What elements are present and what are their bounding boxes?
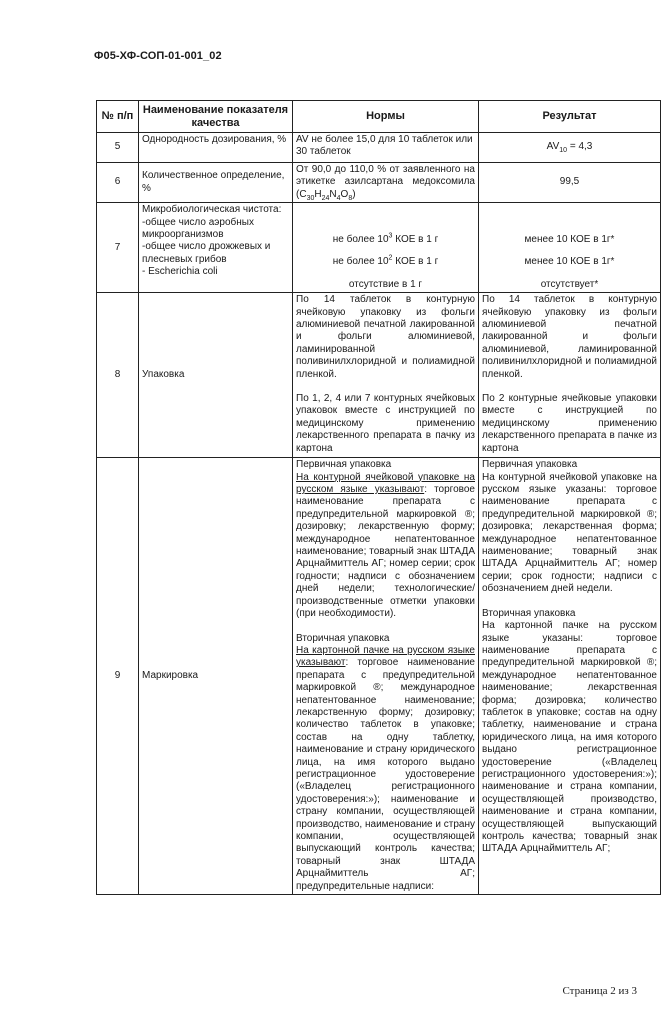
row-7-norm: не более $10^3$ КОЕ в 1 г не более $10^2$ КОЕ в 1 г отсутствие в 1 г <box>293 203 479 293</box>
table-row <box>97 163 661 203</box>
page-number: Страница 2 из 3 <box>562 985 637 997</box>
row-7-no: 7 <box>97 203 139 293</box>
table-row <box>97 133 661 163</box>
row-8-norm: По 14 таблеток в контурную ячейковую упаковку из фольги алюминиевой печатной лакированной и фольги алюминиевой, ламинированной поливинилхлоридной и полиамидной пленкой. По 1, 2, 4 или 7 контурных ячейковых упаковок вместе с инструкцией по медицинскому применению лекарственного препарата в пачку из картона <box>293 293 479 458</box>
row-8-no: 8 <box>97 293 139 458</box>
table-row <box>97 458 661 895</box>
row-9-name: Маркировка <box>139 458 293 895</box>
row-5-no: 5 <box>97 133 139 163</box>
row-8-name: Упаковка <box>139 293 293 458</box>
row-8-result: По 14 таблеток в контурную ячейковую упаковку из фольги алюминиевой печатной лакированной и фольги алюминиевой, ламинированной поливинилхлоридной и полиамидной пленкой. По 2 контурные ячейковые упаковки вместе с инструкцией по медицинскому применению лекарственного препарата в пачке из картона <box>479 293 661 458</box>
header-norms: Нормы <box>293 101 479 133</box>
row-6-name: Количественное определение, % <box>139 163 293 203</box>
row-7-result: менее 10 КОЕ в 1г* менее 10 КОЕ в 1г* отсутствует* <box>479 203 661 293</box>
document-code: Ф05-ХФ-СОП-01-001_02 <box>94 50 222 62</box>
row-5-name: Однородность дозирования, % <box>139 133 293 163</box>
header-name: Наименование показателя качества <box>139 101 293 133</box>
header-no: № п/п <box>97 101 139 133</box>
row-9-norm: Первичная упаковка На контурной ячейковой упаковке на русском языке указывают: торговое наименование препарата с предупредительной маркировкой ®; дозировку; лекарственную форму; международное непатентованное наименование; товарный знак ШТАДА Арцнаймиттель АГ; номер серии; срок годности; надписи с обозначением дней недели; технологические/ производственные отметки упаковки (при необходимости). Вторичная упаковка На картонной пачке на русском языке указывают: торговое наименование препарата с предупредительной маркировкой ®; международное непатентованное наименование; лекарственную форму; дозировку; количество таблеток в упаковке; состав на одну таблетку, наименование и страну юридического лица, на имя которого выдано регистрационное удостоверение («Владелец регистрационного удостоверения:»); наименование и страну компании, осуществляющей производство, наименование и страну компании, осуществляющей выпускающий контроль качества; товарный знак ШТАДА Арцнаймиттель АГ; предупредительные надписи: <box>293 458 479 895</box>
quality-table <box>96 100 661 895</box>
header-row <box>97 101 661 133</box>
row-5-result: $AV_{10} = 4,3$ <box>479 133 661 163</box>
row-7-name: Микробиологическая чистота: -общее число аэробных микроорганизмов -общее число дрожжевых и плесневых грибов - Escherichia coli <box>139 203 293 293</box>
table-row <box>97 203 661 293</box>
row-9-no: 9 <box>97 458 139 895</box>
row-6-norm: От 90,0 до 110,0 % от заявленного на этикетке азилсартана медоксомила $(C_{30}H_{24}N_4O_8)$ <box>293 163 479 203</box>
header-result: Результат <box>479 101 661 133</box>
row-6-no: 6 <box>97 163 139 203</box>
row-9-result: Первичная упаковка На контурной ячейковой упаковке на русском языке указаны: торговое наименование препарата с предупредительной маркировкой ®; дозировка; лекарственная форма; международное непатентованное наименование; товарный знак ШТАДА Арцнаймиттель АГ; номер серии; срок годности; надписи с обозначением дней недели. Вторичная упаковка На картонной пачке на русском языке указаны: торговое наименование препарата с предупредительной маркировкой ®; международное непатентованное наименование; лекарственная форма; дозировка; количество таблеток в упаковке; состав на одну таблетку, наименование и страна юридического лица, на имя которого выдано регистрационное удостоверение («Владелец регистрационного удостоверения:»); наименование и страна компании, осуществляющей производство, наименование и страна компании, осуществляющей выпускающий контроль качества; товарный знак ШТАДА Арцнаймиттель АГ; <box>479 458 661 895</box>
row-6-result: 99,5 <box>479 163 661 203</box>
row-5-norm: AV не более 15,0 для 10 таблеток или 30 таблеток <box>293 133 479 163</box>
table-row <box>97 293 661 458</box>
